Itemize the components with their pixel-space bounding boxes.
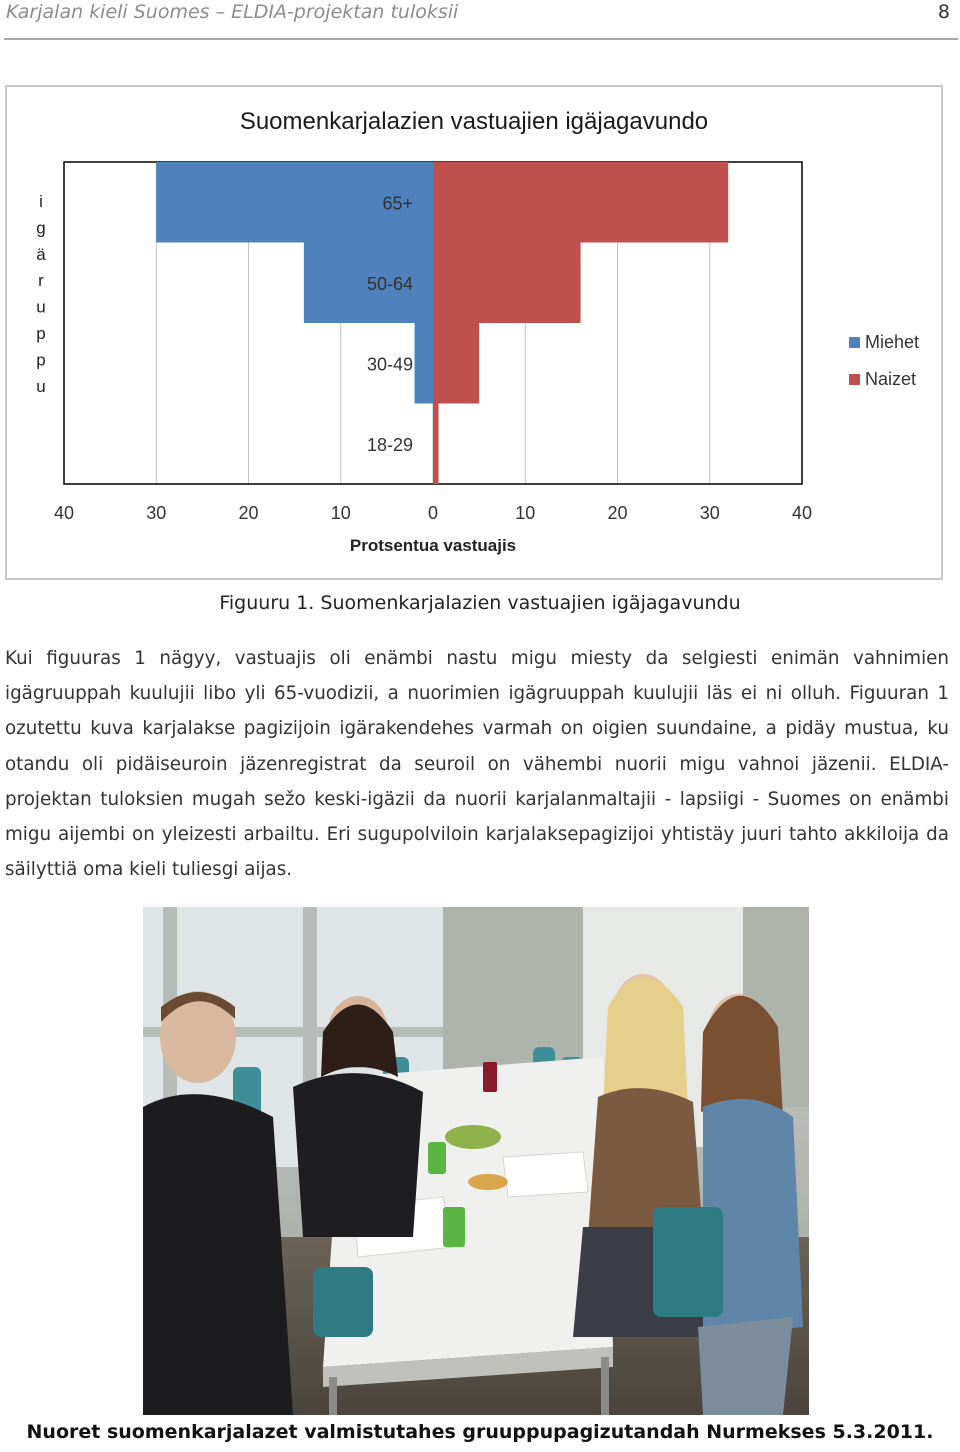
bar-women-50-64 — [433, 243, 581, 324]
x-tick-label: 40 — [53, 503, 75, 523]
x-tick-label: 30 — [699, 503, 720, 523]
y-axis-letter: p — [36, 350, 46, 370]
y-axis-letter: u — [36, 297, 46, 317]
x-tick-label: 10 — [330, 503, 351, 523]
photo-caption: Nuoret suomenkarjalazet valmistutahes gruuppupagizutandah Nurmekses 5.3.2011. — [26, 1421, 934, 1443]
bar-women-18-29 — [433, 404, 439, 485]
age-pyramid-chart — [7, 87, 941, 578]
legend-label-miehet: Miehet — [865, 332, 920, 352]
legend-label-naizet: Naizet — [865, 369, 917, 389]
x-axis-label: Protsentua vastuajis — [349, 536, 517, 555]
bar-women-30-49 — [433, 323, 479, 404]
x-tick-label: 40 — [791, 503, 813, 523]
page-header — [0, 0, 960, 40]
y-axis-letter: p — [36, 324, 46, 343]
bar-men-30-49 — [415, 323, 433, 404]
x-tick-label: 10 — [515, 503, 536, 523]
y-axis-letter: g — [36, 218, 46, 238]
y-axis-letter: i — [39, 192, 43, 211]
y-axis-letter: ä — [36, 244, 46, 264]
y-axis-letter: r — [38, 271, 44, 291]
legend-swatch-naizet — [849, 374, 860, 385]
header-divider — [4, 38, 958, 40]
y-axis-letter: u — [36, 376, 46, 396]
body-paragraph: Kui figuuras 1 nägyy, vastuajis oli enämbi nastu migu miesty da selgiesti enimän vahnimien igägruuppah kuulujii libo yli 65-vuodizii, a nuorimien igägruuppah kuulujii läs ei ni olluh. Figuuran 1 ozutettu kuva karjalakse pagizijoin igärakendehes varmah on oigien suundaine, a pidäy mustua, ku otandu oli pidäiseuroin jäzenregistrat da seuroil on vähembi nuorii migu vahnoi jäzenii. ELDIA-projektan tuloksien mugah sežo keski-igäzii da nuorii karjalanmaltajii - lapsiigi - Suomes on enämbi migu aijembi on yleizesti arbailtu. Eri sugupolviloin karjalaksepagizijoi yhtistäy juuri tahto akkiloija da säilyttiä oma kieli tuliesgi aijas. — [5, 648, 949, 881]
chart-title: Suomenkarjalazien vastuajien igäjagavundo — [239, 108, 709, 135]
x-tick-label: 20 — [238, 503, 259, 523]
category-label: 50-64 — [366, 273, 413, 294]
x-tick-label: 0 — [427, 503, 439, 523]
category-label: 18-29 — [366, 434, 413, 455]
figure-caption: Figuuru 1. Suomenkarjalazien vastuajien igäjagavundu — [219, 592, 741, 614]
x-tick-label: 20 — [607, 503, 628, 523]
bar-women-65+ — [433, 162, 728, 243]
chart-frame — [5, 85, 943, 580]
page-number: 8 — [937, 1, 950, 23]
legend-swatch-miehet — [849, 337, 860, 348]
category-label: 65+ — [382, 193, 413, 214]
group-photo — [143, 907, 809, 1415]
category-label: 30-49 — [366, 354, 413, 375]
x-tick-label: 30 — [146, 503, 167, 523]
running-title: Karjalan kieli Suomes – ELDIA-projektan tuloksii — [6, 1, 459, 23]
